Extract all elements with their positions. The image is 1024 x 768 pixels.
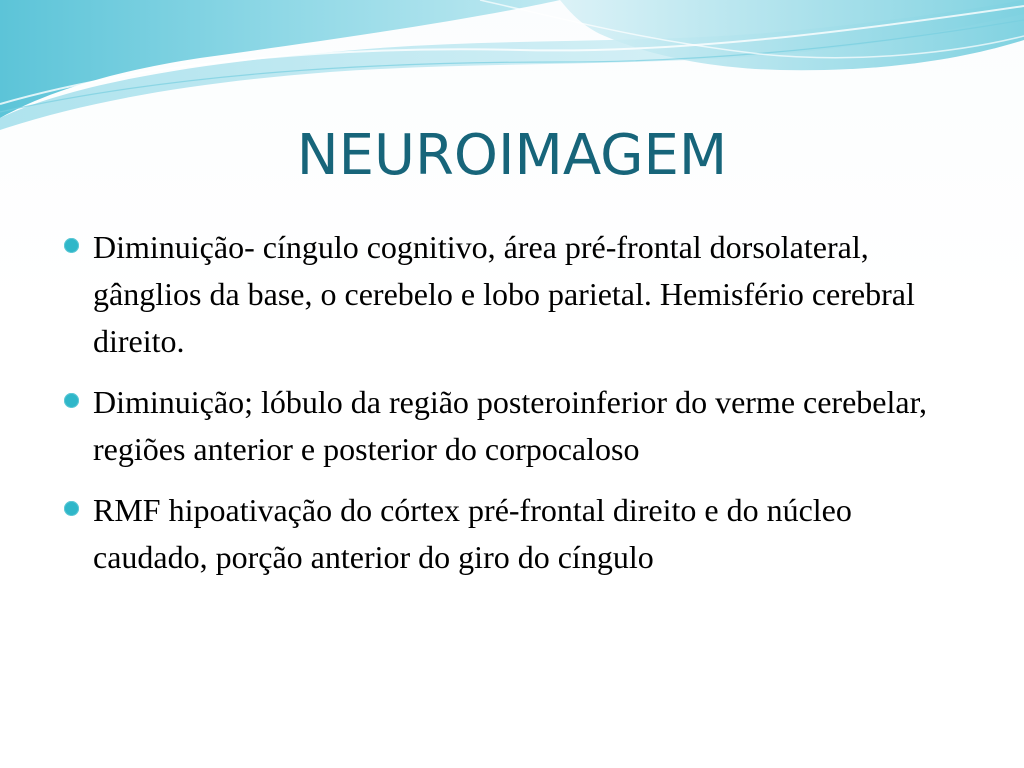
bullet-dot-icon (64, 393, 79, 408)
wave-header-decoration (0, 0, 1024, 130)
list-item (62, 224, 962, 365)
list-item (62, 379, 962, 473)
bullet-list (62, 224, 962, 595)
bullet-text: Diminuição- cíngulo cognitivo, área pré-frontal dorsolateral, gânglios da base, o cerebelo e lobo parietal. Hemisfério cerebral direito. (93, 229, 915, 359)
bullet-text: Diminuição; lóbulo da região posteroinferior do verme cerebelar, regiões anterior e posterior do corpocaloso (93, 384, 927, 467)
slide-title: NEUROIMAGEM (296, 123, 728, 188)
list-item (62, 487, 962, 581)
bullet-dot-icon (64, 501, 79, 516)
bullet-dot-icon (64, 238, 79, 253)
bullet-text: RMF hipoativação do córtex pré-frontal direito e do núcleo caudado, porção anterior do giro do cíngulo (93, 492, 852, 575)
